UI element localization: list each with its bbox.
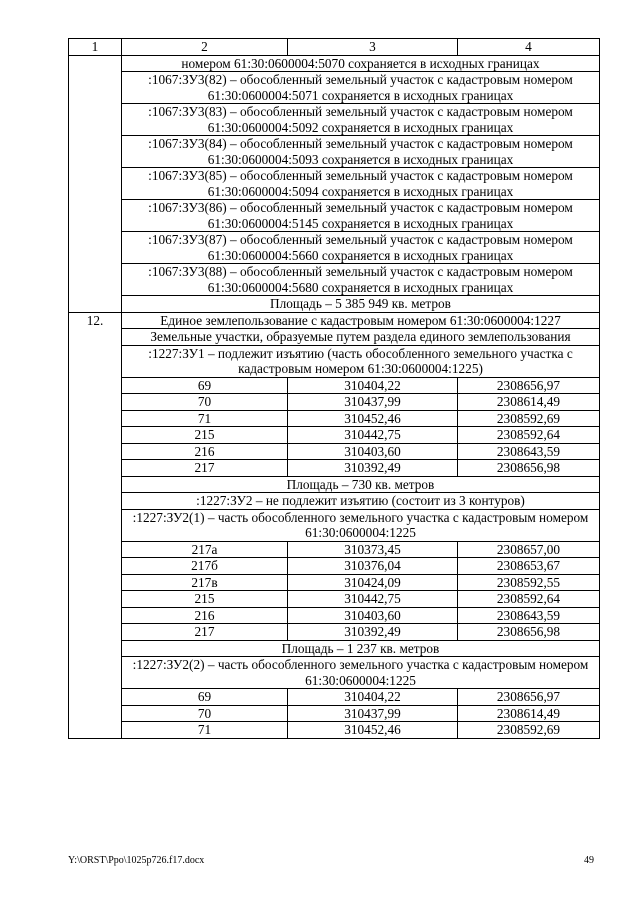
coordinate-row	[69, 377, 600, 394]
continuation-row	[69, 168, 600, 200]
continuation-row	[69, 264, 600, 296]
y-coordinate: 2308656,98	[458, 460, 600, 477]
continuation-row-text: :1067:ЗУ3(86) – обособленный земельный участок с кадастровым номером 61:30:0600004:5145 сохраняется в исходных границах	[122, 200, 600, 232]
point-number: 70	[122, 394, 288, 411]
point-number: 69	[122, 689, 288, 706]
zu2-row-text: :1227:ЗУ2 – не подлежит изъятию (состоит из 3 контуров)	[122, 493, 600, 510]
coordinate-row	[69, 410, 600, 427]
point-number: 216	[122, 443, 288, 460]
coordinate-row	[69, 427, 600, 444]
y-coordinate: 2308614,49	[458, 394, 600, 411]
coordinate-row	[69, 558, 600, 575]
coordinates-table	[68, 38, 600, 739]
point-number: 216	[122, 607, 288, 624]
area-row	[69, 476, 600, 493]
footer-file-path: Y:\ORST\Ppo\1025p726.f17.docx	[68, 855, 205, 866]
zu2-2-row	[69, 657, 600, 689]
coordinate-row	[69, 574, 600, 591]
subtitle-row	[69, 329, 600, 346]
y-coordinate: 2308643,59	[458, 607, 600, 624]
x-coordinate: 310376,04	[288, 558, 458, 575]
x-coordinate: 310403,60	[288, 607, 458, 624]
x-coordinate: 310442,75	[288, 591, 458, 608]
area-row-text: Площадь – 1 237 кв. метров	[122, 640, 600, 657]
coordinate-row	[69, 591, 600, 608]
y-coordinate: 2308657,00	[458, 541, 600, 558]
continuation-row-text: :1067:ЗУ3(83) – обособленный земельный участок с кадастровым номером 61:30:0600004:5092 сохраняется в исходных границах	[122, 104, 600, 136]
area-row-text: Площадь – 730 кв. метров	[122, 476, 600, 493]
point-number: 217	[122, 460, 288, 477]
y-coordinate: 2308592,55	[458, 574, 600, 591]
continuation-row	[69, 200, 600, 232]
coordinate-row	[69, 705, 600, 722]
header-cell: 4	[458, 39, 600, 56]
continuation-row	[69, 104, 600, 136]
continuation-row	[69, 55, 600, 72]
y-coordinate: 2308592,69	[458, 722, 600, 739]
continuation-row-text: :1067:ЗУ3(85) – обособленный земельный участок с кадастровым номером 61:30:0600004:5094 сохраняется в исходных границах	[122, 168, 600, 200]
x-coordinate: 310442,75	[288, 427, 458, 444]
y-coordinate: 2308656,98	[458, 624, 600, 641]
zu2-2-row-text: :1227:ЗУ2(2) – часть обособленного земельного участка с кадастровым номером 61:30:0600004:1225	[122, 657, 600, 689]
item-number-cell	[69, 55, 122, 312]
page-number: 49	[584, 855, 594, 866]
point-number: 217б	[122, 558, 288, 575]
point-number: 215	[122, 591, 288, 608]
y-coordinate: 2308592,64	[458, 591, 600, 608]
zu2-1-row-text: :1227:ЗУ2(1) – часть обособленного земельного участка с кадастровым номером 61:30:0600004:1225	[122, 509, 600, 541]
coordinate-row	[69, 607, 600, 624]
point-number: 217	[122, 624, 288, 641]
x-coordinate: 310452,46	[288, 722, 458, 739]
coordinate-row	[69, 541, 600, 558]
x-coordinate: 310392,49	[288, 460, 458, 477]
point-number: 217а	[122, 541, 288, 558]
continuation-row	[69, 136, 600, 168]
x-coordinate: 310437,99	[288, 394, 458, 411]
x-coordinate: 310404,22	[288, 689, 458, 706]
point-number: 69	[122, 377, 288, 394]
continuation-row	[69, 72, 600, 104]
coordinate-row	[69, 624, 600, 641]
item-number-cell: 12.	[69, 312, 122, 738]
continuation-row-text: :1067:ЗУ3(87) – обособленный земельный участок с кадастровым номером 61:30:0600004:5660 сохраняется в исходных границах	[122, 232, 600, 264]
header-row	[69, 39, 600, 56]
point-number: 215	[122, 427, 288, 444]
x-coordinate: 310403,60	[288, 443, 458, 460]
x-coordinate: 310404,22	[288, 377, 458, 394]
zu1-row-text: :1227:ЗУ1 – подлежит изъятию (часть обособленного земельного участка с кадастровым номером 61:30:0600004:1225)	[122, 345, 600, 377]
zu2-1-row	[69, 509, 600, 541]
y-coordinate: 2308592,64	[458, 427, 600, 444]
y-coordinate: 2308643,59	[458, 443, 600, 460]
y-coordinate: 2308614,49	[458, 705, 600, 722]
coordinate-row	[69, 689, 600, 706]
x-coordinate: 310373,45	[288, 541, 458, 558]
y-coordinate: 2308656,97	[458, 377, 600, 394]
continuation-row-text: :1067:ЗУ3(88) – обособленный земельный участок с кадастровым номером 61:30:0600004:5680 сохраняется в исходных границах	[122, 264, 600, 296]
continuation-row-text: :1067:ЗУ3(84) – обособленный земельный участок с кадастровым номером 61:30:0600004:5093 сохраняется в исходных границах	[122, 136, 600, 168]
continuation-row-text: :1067:ЗУ3(82) – обособленный земельный участок с кадастровым номером 61:30:0600004:5071 сохраняется в исходных границах	[122, 72, 600, 104]
continuation-row	[69, 296, 600, 313]
header-cell: 1	[69, 39, 122, 56]
x-coordinate: 310452,46	[288, 410, 458, 427]
x-coordinate: 310437,99	[288, 705, 458, 722]
point-number: 217в	[122, 574, 288, 591]
parcel-title-row	[69, 312, 600, 329]
coordinate-row	[69, 443, 600, 460]
coordinate-row	[69, 394, 600, 411]
y-coordinate: 2308656,97	[458, 689, 600, 706]
point-number: 70	[122, 705, 288, 722]
point-number: 71	[122, 410, 288, 427]
coordinate-row	[69, 460, 600, 477]
parcel-title-row-text: Единое землепользование с кадастровым номером 61:30:0600004:1227	[122, 312, 600, 329]
y-coordinate: 2308653,67	[458, 558, 600, 575]
area-row	[69, 640, 600, 657]
zu2-row	[69, 493, 600, 510]
x-coordinate: 310424,09	[288, 574, 458, 591]
y-coordinate: 2308592,69	[458, 410, 600, 427]
continuation-row	[69, 232, 600, 264]
coordinate-row	[69, 722, 600, 739]
header-cell: 2	[122, 39, 288, 56]
zu1-row	[69, 345, 600, 377]
subtitle-row-text: Земельные участки, образуемые путем раздела единого землепользования	[122, 329, 600, 346]
header-cell: 3	[288, 39, 458, 56]
x-coordinate: 310392,49	[288, 624, 458, 641]
point-number: 71	[122, 722, 288, 739]
continuation-row-text: номером 61:30:0600004:5070 сохраняется в исходных границах	[122, 55, 600, 72]
continuation-row-text: Площадь – 5 385 949 кв. метров	[122, 296, 600, 313]
